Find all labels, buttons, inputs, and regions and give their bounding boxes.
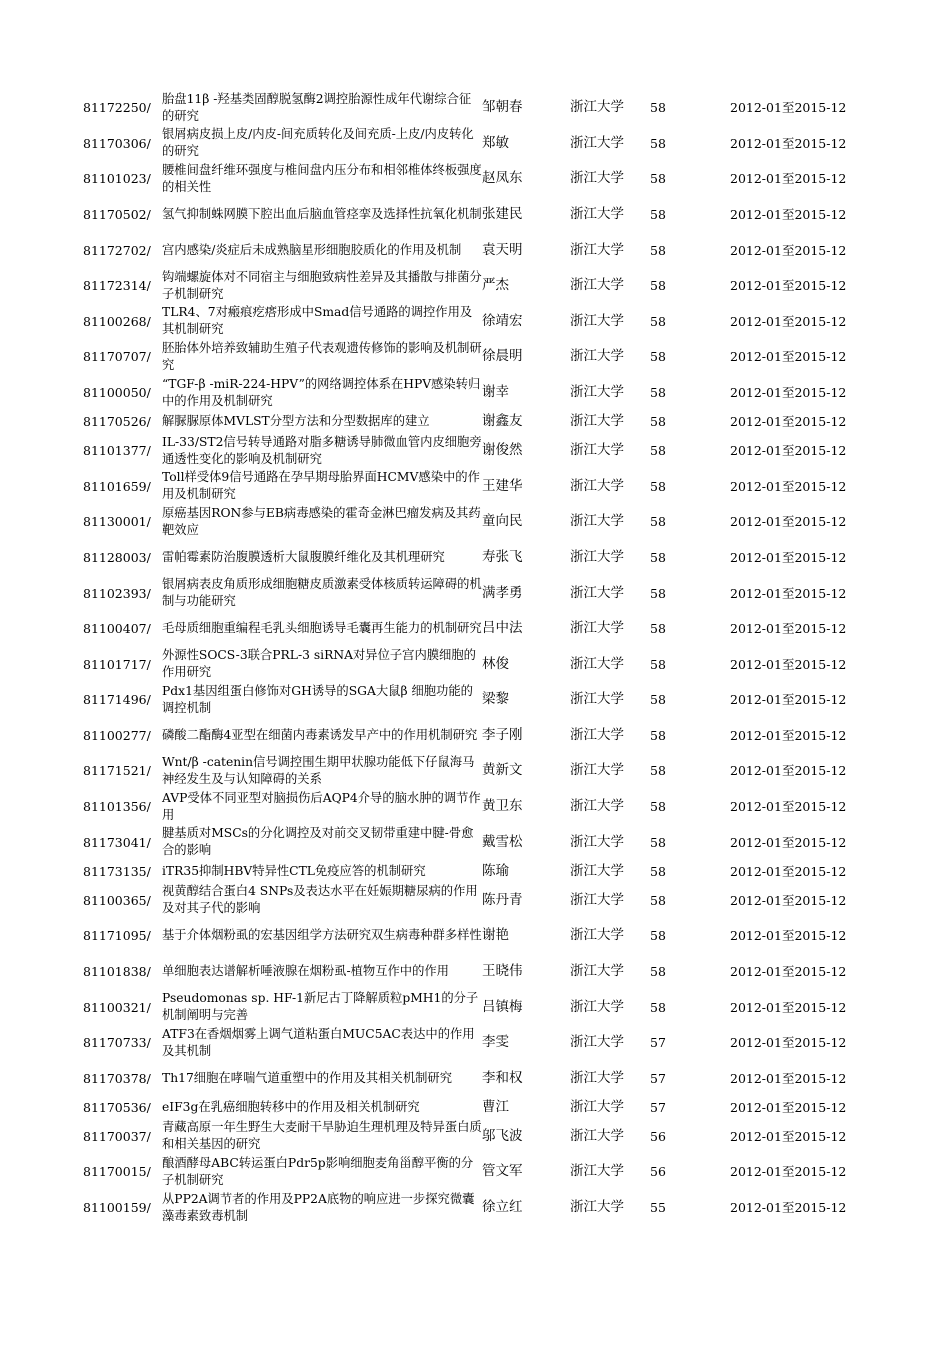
table-row <box>0 824 950 860</box>
principal-investigator: 郑敏 <box>482 134 509 151</box>
project-period: 2012-01至2015-12 <box>730 621 847 637</box>
funding-amount: 57 <box>650 1099 666 1115</box>
project-title: Th17细胞在哮喘气道重塑中的作用及其相关机制研究 <box>162 1070 453 1085</box>
table-row <box>0 161 950 197</box>
table-row <box>0 1060 950 1096</box>
institution: 浙江大学 <box>570 241 624 258</box>
funding-amount: 58 <box>650 278 666 294</box>
funding-amount: 58 <box>650 928 666 944</box>
funding-amount: 58 <box>650 207 666 223</box>
principal-investigator: 谢鑫友 <box>482 413 523 430</box>
principal-investigator: 张建民 <box>482 206 523 223</box>
funding-amount: 58 <box>650 414 666 430</box>
institution: 浙江大学 <box>570 762 624 779</box>
project-id: 81101023/ <box>83 171 151 187</box>
project-id: 81102393/ <box>83 585 151 601</box>
project-id: 81170526/ <box>83 414 151 430</box>
project-title: Toll样受体9信号通路在孕早期母胎界面HCMV感染中的作用及机制研究 <box>162 470 480 502</box>
project-title: 磷酸二酯酶4亚型在细菌内毒素诱发早产中的作用机制研究 <box>162 727 478 742</box>
project-id: 81171095/ <box>83 928 151 944</box>
table-row <box>0 90 950 126</box>
project-period: 2012-01至2015-12 <box>730 928 847 944</box>
funding-amount: 58 <box>650 349 666 365</box>
funding-amount: 58 <box>650 999 666 1015</box>
institution: 浙江大学 <box>570 134 624 151</box>
funding-amount: 58 <box>650 656 666 672</box>
project-period: 2012-01至2015-12 <box>730 892 847 908</box>
project-period: 2012-01至2015-12 <box>730 207 847 223</box>
project-id: 81170378/ <box>83 1070 151 1086</box>
principal-investigator: 李和权 <box>482 1069 523 1086</box>
project-id: 81100407/ <box>83 621 151 637</box>
project-id: 81101356/ <box>83 799 151 815</box>
project-period: 2012-01至2015-12 <box>730 549 847 565</box>
principal-investigator: 黄新文 <box>482 762 523 779</box>
funding-amount: 58 <box>650 100 666 116</box>
institution: 浙江大学 <box>570 962 624 979</box>
institution: 浙江大学 <box>570 862 624 879</box>
funding-amount: 58 <box>650 834 666 850</box>
project-id: 81128003/ <box>83 549 151 565</box>
funding-amount: 58 <box>650 135 666 151</box>
principal-investigator: 戴雪松 <box>482 833 523 850</box>
project-period: 2012-01至2015-12 <box>730 171 847 187</box>
funding-amount: 58 <box>650 585 666 601</box>
table-row <box>0 468 950 504</box>
project-title: Pdx1基因组蛋白修饰对GH诱导的SGA大鼠β 细胞功能的调控机制 <box>162 683 473 715</box>
project-title: Wnt/β -catenin信号调控围生期甲状腺功能低下仔鼠海马神经发生及与认知障碍的关系 <box>162 754 475 786</box>
project-id: 81100050/ <box>83 385 151 401</box>
table-row <box>0 1096 950 1119</box>
project-title: 氢气抑制蛛网膜下腔出血后脑血管痉挛及选择性抗氧化机制 <box>162 207 482 222</box>
funding-amount: 58 <box>650 443 666 459</box>
project-id: 81101659/ <box>83 478 151 494</box>
funding-amount: 57 <box>650 1070 666 1086</box>
principal-investigator: 寿张飞 <box>482 548 523 565</box>
project-id: 81171496/ <box>83 692 151 708</box>
project-id: 81170502/ <box>83 207 151 223</box>
institution: 浙江大学 <box>570 1034 624 1051</box>
funding-amount: 58 <box>650 892 666 908</box>
project-id: 81101717/ <box>83 656 151 672</box>
table-row <box>0 375 950 411</box>
project-id: 81173041/ <box>83 834 151 850</box>
institution: 浙江大学 <box>570 1163 624 1180</box>
project-id: 81100321/ <box>83 999 151 1015</box>
institution: 浙江大学 <box>570 348 624 365</box>
project-period: 2012-01至2015-12 <box>730 692 847 708</box>
funding-amount: 55 <box>650 1200 666 1216</box>
principal-investigator: 徐晨明 <box>482 348 523 365</box>
institution: 浙江大学 <box>570 620 624 637</box>
project-id: 81130001/ <box>83 514 151 530</box>
principal-investigator: 吕镇梅 <box>482 998 523 1015</box>
principal-investigator: 袁天明 <box>482 241 523 258</box>
principal-investigator: 黄卫东 <box>482 798 523 815</box>
funding-amount: 58 <box>650 799 666 815</box>
project-period: 2012-01至2015-12 <box>730 414 847 430</box>
funding-amount: 58 <box>650 313 666 329</box>
project-id: 81100277/ <box>83 727 151 743</box>
project-period: 2012-01至2015-12 <box>730 242 847 258</box>
table-row <box>0 433 950 469</box>
project-id: 81170306/ <box>83 135 151 151</box>
funding-amount: 56 <box>650 1164 666 1180</box>
funding-amount: 58 <box>650 727 666 743</box>
project-title: TLR4、7对瘢痕疙瘩形成中Smad信号通路的调控作用及其机制研究 <box>162 305 473 337</box>
project-id: 81172702/ <box>83 242 151 258</box>
table-row <box>0 718 950 754</box>
table-row <box>0 882 950 918</box>
project-period: 2012-01至2015-12 <box>730 799 847 815</box>
table-row <box>0 232 950 268</box>
table-row <box>0 540 950 576</box>
project-period: 2012-01至2015-12 <box>730 999 847 1015</box>
table-row <box>0 954 950 990</box>
project-id: 81170707/ <box>83 349 151 365</box>
principal-investigator: 谢艳 <box>482 927 509 944</box>
funding-amount: 58 <box>650 385 666 401</box>
project-title: IL-33/ST2信号转导通路对脂多糖诱导肺微血管内皮细胞旁通透性变化的影响及机制研究 <box>162 434 482 466</box>
principal-investigator: 严杰 <box>482 277 509 294</box>
principal-investigator: 李子刚 <box>482 726 523 743</box>
project-title: 从PP2A调节者的作用及PP2A底物的响应进一步探究微囊藻毒素致毒机制 <box>162 1191 475 1223</box>
project-id: 81170536/ <box>83 1099 151 1115</box>
funding-amount: 58 <box>650 171 666 187</box>
table-row <box>0 1025 950 1061</box>
project-period: 2012-01至2015-12 <box>730 1035 847 1051</box>
funding-amount: 58 <box>650 863 666 879</box>
project-period: 2012-01至2015-12 <box>730 963 847 979</box>
institution: 浙江大学 <box>570 726 624 743</box>
project-period: 2012-01至2015-12 <box>730 1070 847 1086</box>
project-title: 单细胞表达谱解析唾液腺在烟粉虱-植物互作中的作用 <box>162 963 449 978</box>
project-period: 2012-01至2015-12 <box>730 100 847 116</box>
table-row <box>0 611 950 647</box>
principal-investigator: 满孝勇 <box>482 584 523 601</box>
funding-amount: 57 <box>650 1035 666 1051</box>
institution: 浙江大学 <box>570 170 624 187</box>
institution: 浙江大学 <box>570 277 624 294</box>
project-id: 81100159/ <box>83 1200 151 1216</box>
table-row <box>0 339 950 375</box>
project-title: 腰椎间盘纤维环强度与椎间盘内压分布和相邻椎体终板强度的相关性 <box>162 162 482 194</box>
project-period: 2012-01至2015-12 <box>730 727 847 743</box>
project-period: 2012-01至2015-12 <box>730 1099 847 1115</box>
project-id: 81170015/ <box>83 1164 151 1180</box>
institution: 浙江大学 <box>570 691 624 708</box>
institution: 浙江大学 <box>570 513 624 530</box>
project-title: 雷帕霉素防治腹膜透析大鼠腹膜纤维化及其机理研究 <box>162 549 445 564</box>
project-period: 2012-01至2015-12 <box>730 763 847 779</box>
project-title: 胚胎体外培养致辅助生殖子代表观遗传修饰的影响及机制研究 <box>162 340 482 372</box>
project-period: 2012-01至2015-12 <box>730 585 847 601</box>
table-row <box>0 753 950 789</box>
project-id: 81101838/ <box>83 963 151 979</box>
table-row <box>0 646 950 682</box>
project-id: 81172314/ <box>83 278 151 294</box>
principal-investigator: 王建华 <box>482 477 523 494</box>
funding-amount: 56 <box>650 1128 666 1144</box>
project-period: 2012-01至2015-12 <box>730 385 847 401</box>
project-id: 81173135/ <box>83 863 151 879</box>
project-title: Pseudomonas sp. HF-1新尼古丁降解质粒pMH1的分子机制阐明与完善 <box>162 991 479 1023</box>
project-title: eIF3g在乳癌细胞转移中的作用及相关机制研究 <box>162 1099 420 1114</box>
project-title: 腱基质对MSCs的分化调控及对前交叉韧带重建中腱-骨愈合的影响 <box>162 826 474 858</box>
funding-amount: 58 <box>650 242 666 258</box>
project-title: 解脲脲原体MVLST分型方法和分型数据库的建立 <box>162 414 430 429</box>
funding-amount: 58 <box>650 621 666 637</box>
principal-investigator: 王晓伟 <box>482 962 523 979</box>
principal-investigator: 李雯 <box>482 1034 509 1051</box>
project-title: 钩端螺旋体对不同宿主与细胞致病性差异及其播散与排菌分子机制研究 <box>162 269 482 301</box>
project-id: 81101377/ <box>83 443 151 459</box>
table-row <box>0 410 950 433</box>
institution: 浙江大学 <box>570 1199 624 1216</box>
table-row <box>0 197 950 233</box>
principal-investigator: 赵凤东 <box>482 170 523 187</box>
project-id: 81171521/ <box>83 763 151 779</box>
institution: 浙江大学 <box>570 477 624 494</box>
principal-investigator: 陈瑜 <box>482 862 509 879</box>
project-title: “TGF-β -miR-224-HPV”的网络调控体系在HPV感染转归中的作用及机制研究 <box>162 376 481 408</box>
principal-investigator: 邹朝春 <box>482 99 523 116</box>
principal-investigator: 童向民 <box>482 513 523 530</box>
project-period: 2012-01至2015-12 <box>730 349 847 365</box>
funding-amount: 58 <box>650 478 666 494</box>
table-row <box>0 918 950 954</box>
institution: 浙江大学 <box>570 1098 624 1115</box>
grant-table <box>0 90 950 1225</box>
table-row <box>0 989 950 1025</box>
institution: 浙江大学 <box>570 413 624 430</box>
table-row <box>0 1119 950 1155</box>
project-period: 2012-01至2015-12 <box>730 135 847 151</box>
principal-investigator: 陈丹青 <box>482 891 523 908</box>
project-title: 胎盘11β -羟基类固醇脱氢酶2调控胎源性成年代谢综合征的研究 <box>162 91 472 123</box>
funding-amount: 58 <box>650 763 666 779</box>
institution: 浙江大学 <box>570 833 624 850</box>
table-row <box>0 575 950 611</box>
funding-amount: 58 <box>650 692 666 708</box>
principal-investigator: 邬飞波 <box>482 1127 523 1144</box>
table-row <box>0 860 950 883</box>
project-title: 银屑病皮损上皮/内皮-间充质转化及间充质-上皮/内皮转化的研究 <box>162 127 474 159</box>
principal-investigator: 徐靖宏 <box>482 312 523 329</box>
table-row <box>0 1190 950 1226</box>
project-title: 外源性SOCS-3联合PRL-3 siRNA对异位子宫内膜细胞的作用研究 <box>162 648 476 680</box>
institution: 浙江大学 <box>570 312 624 329</box>
project-title: 宫内感染/炎症后未成熟脑星形细胞胶质化的作用及机制 <box>162 242 462 257</box>
table-row <box>0 268 950 304</box>
project-id: 81172250/ <box>83 100 151 116</box>
project-id: 81170733/ <box>83 1035 151 1051</box>
principal-investigator: 管文军 <box>482 1163 523 1180</box>
principal-investigator: 吕中法 <box>482 620 523 637</box>
principal-investigator: 曹江 <box>482 1098 509 1115</box>
principal-investigator: 谢幸 <box>482 384 509 401</box>
principal-investigator: 谢俊然 <box>482 442 523 459</box>
project-period: 2012-01至2015-12 <box>730 514 847 530</box>
institution: 浙江大学 <box>570 584 624 601</box>
project-period: 2012-01至2015-12 <box>730 313 847 329</box>
project-period: 2012-01至2015-12 <box>730 834 847 850</box>
institution: 浙江大学 <box>570 1127 624 1144</box>
project-title: 视黄醇结合蛋白4 SNPs及表达水平在妊娠期糖尿病的作用及对其子代的影响 <box>162 884 478 916</box>
project-id: 81100268/ <box>83 313 151 329</box>
institution: 浙江大学 <box>570 1069 624 1086</box>
funding-amount: 58 <box>650 514 666 530</box>
table-row <box>0 126 950 162</box>
project-title: iTR35抑制HBV特异性CTL免疫应答的机制研究 <box>162 863 426 878</box>
project-period: 2012-01至2015-12 <box>730 656 847 672</box>
project-period: 2012-01至2015-12 <box>730 1200 847 1216</box>
project-title: ATF3在香烟烟雾上调气道粘蛋白MUC5AC表达中的作用及其机制 <box>162 1026 475 1058</box>
principal-investigator: 梁黎 <box>482 691 509 708</box>
project-period: 2012-01至2015-12 <box>730 443 847 459</box>
funding-amount: 58 <box>650 963 666 979</box>
project-id: 81100365/ <box>83 892 151 908</box>
project-period: 2012-01至2015-12 <box>730 1128 847 1144</box>
table-row <box>0 682 950 718</box>
project-title: 酿酒酵母ABC转运蛋白Pdr5p影响细胞麦角甾醇平衡的分子机制研究 <box>162 1155 474 1187</box>
institution: 浙江大学 <box>570 891 624 908</box>
institution: 浙江大学 <box>570 798 624 815</box>
project-title: 青藏高原一年生野生大麦耐干旱胁迫生理机理及特异蛋白质和相关基因的研究 <box>162 1120 482 1152</box>
table-row <box>0 1154 950 1190</box>
institution: 浙江大学 <box>570 655 624 672</box>
project-period: 2012-01至2015-12 <box>730 863 847 879</box>
project-period: 2012-01至2015-12 <box>730 1164 847 1180</box>
table-row <box>0 789 950 825</box>
project-title: AVP受体不同亚型对脑损伤后AQP4介导的脑水肿的调节作用 <box>162 790 481 822</box>
principal-investigator: 林俊 <box>482 655 509 672</box>
institution: 浙江大学 <box>570 442 624 459</box>
project-title: 基于介体烟粉虱的宏基因组学方法研究双生病毒种群多样性 <box>162 928 482 943</box>
table-row <box>0 304 950 340</box>
project-title: 毛母质细胞重编程毛乳头细胞诱导毛囊再生能力的机制研究 <box>162 621 482 636</box>
funding-amount: 58 <box>650 549 666 565</box>
institution: 浙江大学 <box>570 998 624 1015</box>
project-title: 银屑病表皮角质形成细胞糖皮质激素受体核质转运障碍的机制与功能研究 <box>162 577 482 609</box>
institution: 浙江大学 <box>570 927 624 944</box>
project-period: 2012-01至2015-12 <box>730 278 847 294</box>
institution: 浙江大学 <box>570 548 624 565</box>
institution: 浙江大学 <box>570 99 624 116</box>
institution: 浙江大学 <box>570 206 624 223</box>
institution: 浙江大学 <box>570 384 624 401</box>
table-row <box>0 504 950 540</box>
project-period: 2012-01至2015-12 <box>730 478 847 494</box>
project-title: 原癌基因RON参与EB病毒感染的霍奇金淋巴瘤发病及其药靶效应 <box>162 505 481 537</box>
project-id: 81170037/ <box>83 1128 151 1144</box>
principal-investigator: 徐立红 <box>482 1199 523 1216</box>
